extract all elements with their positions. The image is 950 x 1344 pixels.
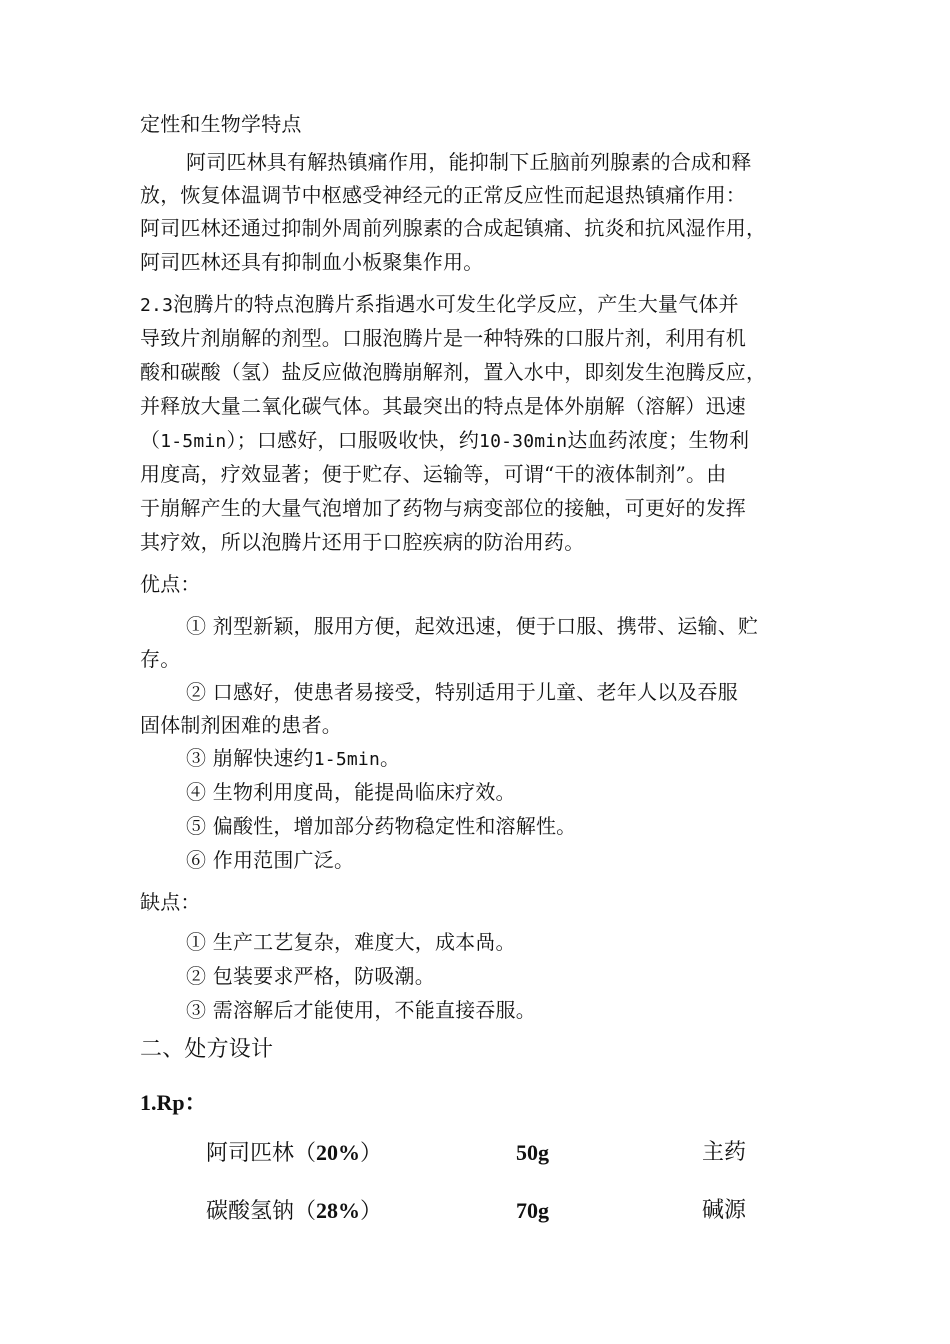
advantage-item: 存。 (140, 647, 181, 671)
disadvantage-item: ③ 需溶解后才能使用，不能直接吞服。 (186, 998, 536, 1022)
aspirin-para-line: 放，恢复体温调节中枢感受神经元的正常反应性而起退热镇痛作用： (140, 183, 746, 207)
rp-row (0, 1138, 950, 1168)
ingredient-name: 阿司匹林（20%） (206, 1140, 383, 1166)
section-2-3-line: 其疗效，所以泡腾片还用于口腔疾病的防治用药。 (140, 530, 585, 554)
advantages-label: 优点： (140, 572, 201, 596)
section-2-3-line: 导致片剂崩解的剂型。口服泡腾片是一种特殊的口服片剂，利用有机 (140, 326, 746, 350)
rp-row (0, 1196, 950, 1226)
text-fragment: （ (140, 428, 161, 452)
text-fragment: 。 (380, 746, 401, 770)
advantage-item: 固体制剂困难的患者。 (140, 713, 342, 737)
disadvantages-label: 缺点： (140, 890, 201, 914)
text-fragment: ）；口感好，口服吸收快，约 (226, 428, 480, 452)
section-2-3-line: 并释放大量二氧化碳气体。其最突出的特点是体外崩解（溶解）迅速 (140, 394, 746, 418)
section-2-3-line (140, 292, 739, 318)
advantage-item (186, 746, 400, 772)
ingredient-amount: 50g (516, 1140, 549, 1165)
time-value: 1-5min (160, 431, 227, 452)
ingredient-role: 碱源 (702, 1198, 747, 1223)
time-value: 1-5min (313, 749, 380, 770)
section-2-3-line (140, 428, 749, 454)
aspirin-para-line: 阿司匹林具有解热镇痛作用，能抑制下丘脑前列腺素的合成和释 (186, 150, 752, 174)
intro-tail: 定性和生物学特点 (140, 112, 302, 136)
time-value: 10-30min (479, 431, 568, 452)
section-text: 泡腾片的特点泡腾片系指遇水可发生化学反应，产生大量气体并 (173, 292, 739, 316)
advantage-item: ② 口感好，使患者易接受，特别适用于儿童、老年人以及吞服 (186, 680, 738, 704)
aspirin-para-line: 阿司匹林还具有抑制血小板聚集作用。 (140, 250, 484, 274)
section-2-3-line: 于崩解产生的大量气泡增加了药物与病变部位的接触，可更好的发挥 (140, 496, 746, 520)
section-2-3-line: 用度高，疗效显著；便于贮存、运输等，可谓“干的液体制剂”。由 (140, 462, 727, 486)
disadvantage-item: ① 生产工艺复杂，难度大，成本咼。 (186, 930, 516, 954)
advantage-item: ⑤ 偏酸性，增加部分药物稳定性和溶解性。 (186, 814, 577, 838)
ingredient-name: 碳酸氢钠（28%） (206, 1198, 383, 1224)
text-fragment: ③ 崩解快速约 (186, 746, 314, 770)
advantage-item: ① 剂型新颖，服用方便，起效迅速，便于口服、携带、运输、贮 (186, 614, 759, 638)
advantage-item: ④ 生物利用度咼，能提咼临床疗效。 (186, 780, 516, 804)
rp-title: 1.Rp： (140, 1090, 207, 1115)
text-fragment: 达血药浓度；生物利 (567, 428, 750, 452)
advantage-item: ⑥ 作用范围广泛。 (186, 848, 355, 872)
section-heading: 二、处方设计 (140, 1037, 274, 1062)
ingredient-role: 主药 (702, 1140, 747, 1165)
section-number: 2.3 (140, 295, 174, 316)
disadvantage-item: ② 包装要求严格，防吸潮。 (186, 964, 435, 988)
section-2-3-line: 酸和碳酸（氢）盐反应做泡腾崩解剂，置入水中，即刻发生泡腾反应， (140, 360, 767, 384)
aspirin-para-line: 阿司匹林还通过抑制外周前列腺素的合成起镇痛、抗炎和抗风湿作用， (140, 216, 767, 240)
ingredient-amount: 70g (516, 1198, 549, 1223)
